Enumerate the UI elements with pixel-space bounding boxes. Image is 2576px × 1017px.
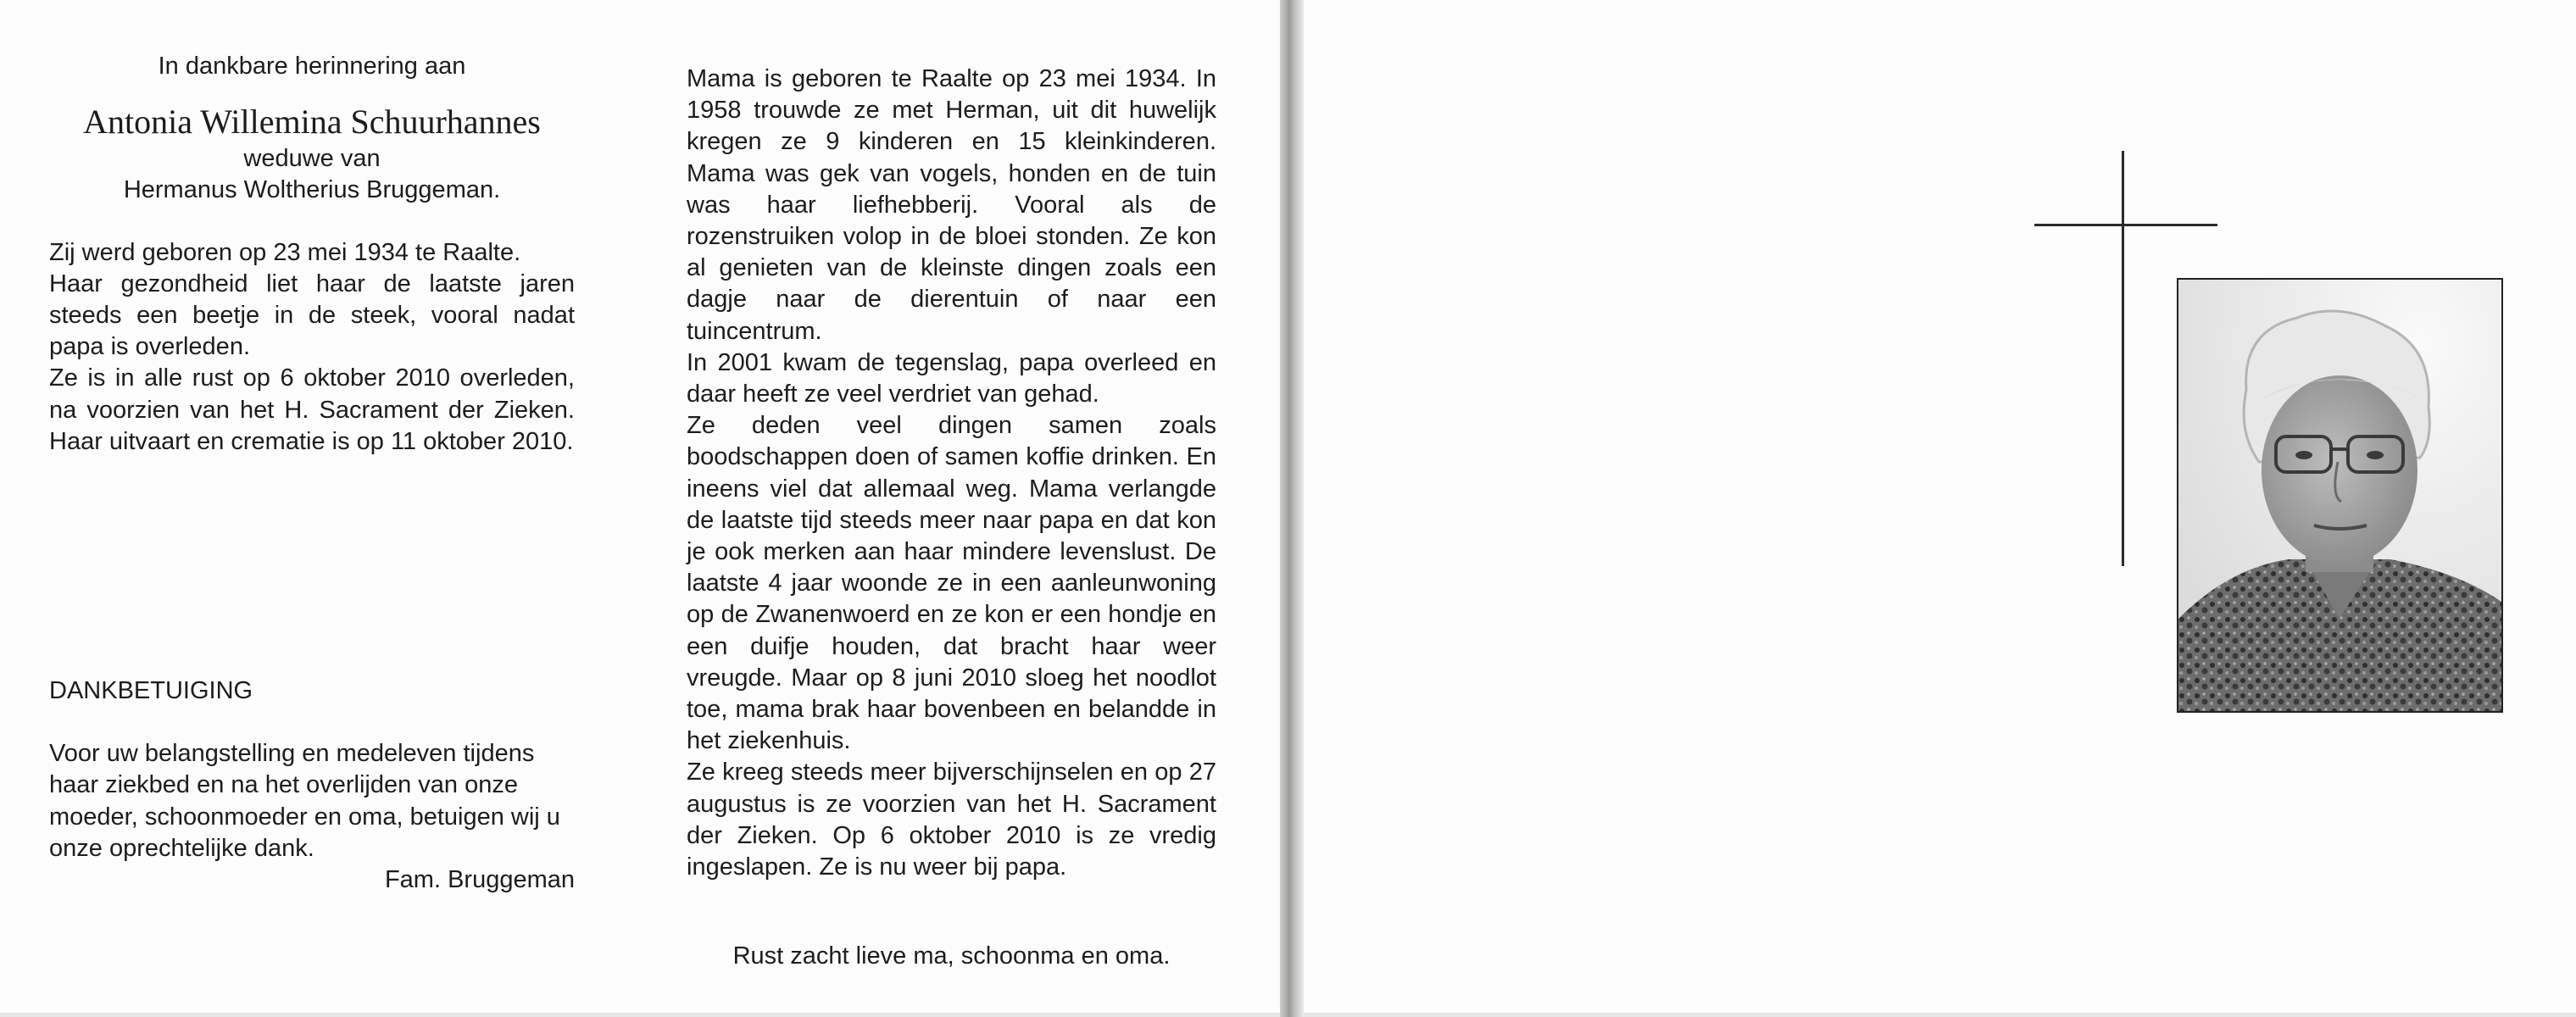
- eye-left: [2295, 451, 2312, 459]
- bio-paragraph: Haar gezondheid liet haar de laatste jaren steeds een beetje in de steek, vooral nadat papa is overleden.: [49, 270, 575, 361]
- eye-right: [2367, 451, 2384, 459]
- bio-paragraph: Ze is in alle rust op 6 oktober 2010 overleden, na voorzien van het H. Sacrament der Zieken. Haar uitvaart en crematie is op 11 oktober 2010.: [49, 364, 575, 455]
- portrait-illustration: [2178, 280, 2501, 711]
- bio-block: [49, 237, 575, 458]
- cross-horizontal-bar: [2034, 224, 2217, 226]
- deceased-name: Antonia Willemina Schuurhannes: [83, 103, 541, 142]
- cross-vertical-bar: [2122, 151, 2124, 566]
- family-signature: Fam. Bruggeman: [384, 866, 575, 894]
- portrait-photo: [2177, 278, 2503, 713]
- intro-line: In dankbare herinnering aan: [158, 53, 466, 80]
- widow-of-line: weduwe van: [243, 145, 381, 173]
- left-text-column: [49, 51, 575, 896]
- closing-line: Rust zacht lieve ma, schoonma en oma.: [732, 942, 1171, 970]
- card-fold: [1280, 0, 1304, 1017]
- story-paragraph: Ze deden veel dingen samen zoals boodschappen doen of samen koffie drinken. En ineens viel dat allemaal weg. Mama verlangde de laatste tijd steeds meer naar papa en dat kon je ook merken aan haar mindere levenslust. De laatste 4 jaar woonde ze in een aanleunwoning op de Zwanenwoerd en ze kon er een hondje en een duifje houden, dat bracht haar weer vreugde. Maar op 8 juni 2010 sloeg het noodlot toe, mama brak haar bovenbeen en belandde in het ziekenhuis.: [687, 412, 1216, 755]
- husband-name: Hermanus Woltherius Bruggeman.: [123, 176, 501, 204]
- story-paragraph: Ze kreeg steeds meer bijverschijnselen en op 27 augustus is ze voorzien van het H. Sacrament der Zieken. Op 6 oktober 2010 is ze vredig ingeslapen. Ze is nu weer bij papa.: [687, 759, 1216, 881]
- bio-paragraph: Zij werd geboren op 23 mei 1934 te Raalte.: [49, 238, 521, 266]
- middle-text-column: [687, 64, 1216, 972]
- story-paragraph: In 2001 kwam de tegenslag, papa overleed en daar heeft ze veel verdriet van gehad.: [687, 348, 1216, 408]
- story-paragraph: Mama is geboren te Raalte op 23 mei 1934. In 1958 trouwde ze met Herman, uit dit huwelijk kregen ze 9 kinderen en 15 kleinkinderen. Mama was gek van vogels, honden en de tuin was haar liefhebberij. Vooral als de rozenstruiken volop in de bloei stonden. Ze kon al genieten van de kleinste dingen zoals een dagje naar de dierentuin of naar een tuincentrum.: [687, 65, 1216, 345]
- dank-text: Voor uw belangstelling en medeleven tijdens haar ziekbed en na het overlijden van onze moeder, schoonmoeder en oma, betuigen wij u onze oprechtelijke dank.: [49, 740, 560, 862]
- dank-heading: DANKBETUIGING: [49, 677, 253, 705]
